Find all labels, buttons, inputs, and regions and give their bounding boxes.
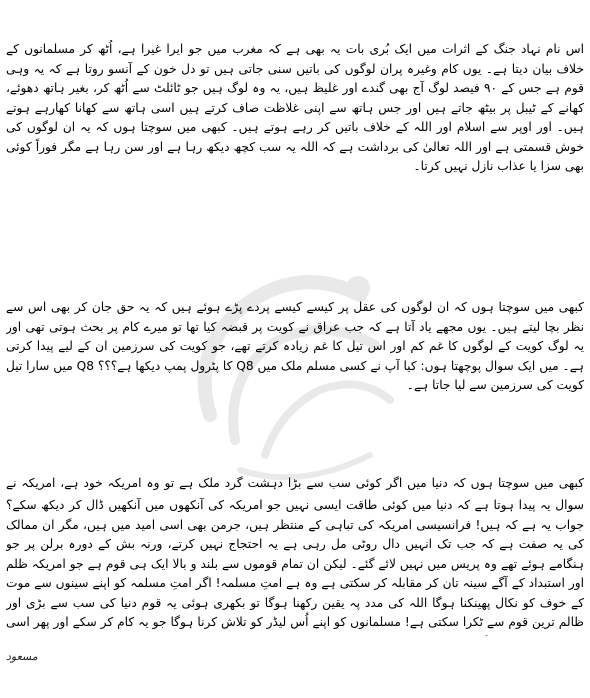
paragraph-3: کبھی میں سوچتا ہوں کہ دنیا میں اگر کوئی سب سے بڑا دہشت گرد ملک ہے تو وہ امریکہ خود ہے، امریکہ نے [6,476,584,490]
paragraph-2: کبھی میں سوچتا ہوں کہ ان لوگوں کی عقل پر کیسے کیسے پردے پڑے ہوئے ہیں کہ یہ حق جان کر بھی اس سے نظر بچا لیتے ہیں۔ یوں مجھے یاد آتا ہے کہ جب عراق نے کویت پر قبضہ کیا تھا تو میرے کام پر بحث ہوتی تھی اور یہ لوگ کویت کے لوگوں کا غم کم اور اس تیل کا غم زیادہ کرتے تھے، جو کویت کی سرزمین ان کے لیے پیدا کرتی ہے۔ میں ایک سوال پوچھتا ہوں: کیا آپ نے کسی مسلم ملک میں Q8 کا پٹرول پمپ دیکھا ہے؟؟؟ Q8 میں سارا تیل کویت کی سرزمین سے لیا جاتا ہے۔ [6,300,584,392]
paragraph-4: سوال یہ پیدا ہوتا ہے کہ دنیا میں کوئی طاقت ایسی نہیں جو امریکہ کی آنکھوں میں آنکھیں ڈال کر دیکھ سکے؟ جواب یہ ہے کہ ہیں! فرانسیسی امریکہ کی تباہی کے منتظر ہیں، جرمن بھی اسی امید میں ہیں، مگر ان ممالک کی یہ صفت ہے کہ جب تک انہیں دال روٹی مل رہی ہے یہ احتجاج نہیں کرتے، ورنہ بش کے دورہ برلن پر جو ہنگامے ہوئے تھے وہ پریس میں نہیں لائے گئے۔ لیکن ان تمام قوموں سے بلند و بالا ایک ہی قوم ہے جو امریکہ ظلم اور استبداد کے آگے سینہ تان کر مقابلہ کر سکتی ہے وہ ہے امتِ مسلمہ! اگر امتِ مسلمہ کو اپنے سینوں سے موت کے خوف کو نکال پھینکنا ہوگا اللہ کی مدد پہ یقین رکھنا ہوگا تو بکھری ہوئی یہ قوم دنیا کی سب سے بڑی اور ظالم ترین قوم سے ٹکرا سکتی ہے! مسلمانوں کو اپنے اُس لیڈر کو تلاش کرنا ہوگا جو یہ کام کر سکے اور پھر اسی [6,498,584,629]
paragraph-1: اس نام نہاد جنگ کے اثرات میں ایک بُری بات یہ بھی ہے کہ مغرب میں جو ایرا غیرا ہے، اُٹھ کر مسلمانوں کے خلاف بیان دیتا ہے۔ یوں کام وغیرہ پران لوگوں کی باتیں سنی جاتی ہیں تو دل خون کے آنسو روتا ہے کہ یہ وہی قوم ہے جس کے ۹۰ فیصد لوگ آج بھی گندے اور غلیظ ہیں، یہ وہ لوگ ہیں جو ٹائلٹ سے اُٹھ کر، بغیر ہاتھ دھوئے، کھانے کے ٹیبل پر بیٹھ جاتے ہیں اور جس ہاتھ سے اپنی غلاظت صاف کرتے ہیں اسی ہاتھ سے کھانا کھارہے ہوتے ہیں۔ اور اوپر سے اسلام اور اللہ کے خلاف باتیں کر رہے ہوتے ہیں۔ کبھی میں سوچتا ہوں کہ یہ ان لوگوں کی خوش قسمتی ہے اور اللہ تعالیٰ کی برداشت ہے کہ اللہ یہ سب کچھ دیکھ رہا ہے اور سن رہا ہے مگر فوراً کوئی بھی سزا یا عذاب نازل نہیں کرتا۔ [6,42,584,173]
author-signature: مسعود [6,650,38,663]
